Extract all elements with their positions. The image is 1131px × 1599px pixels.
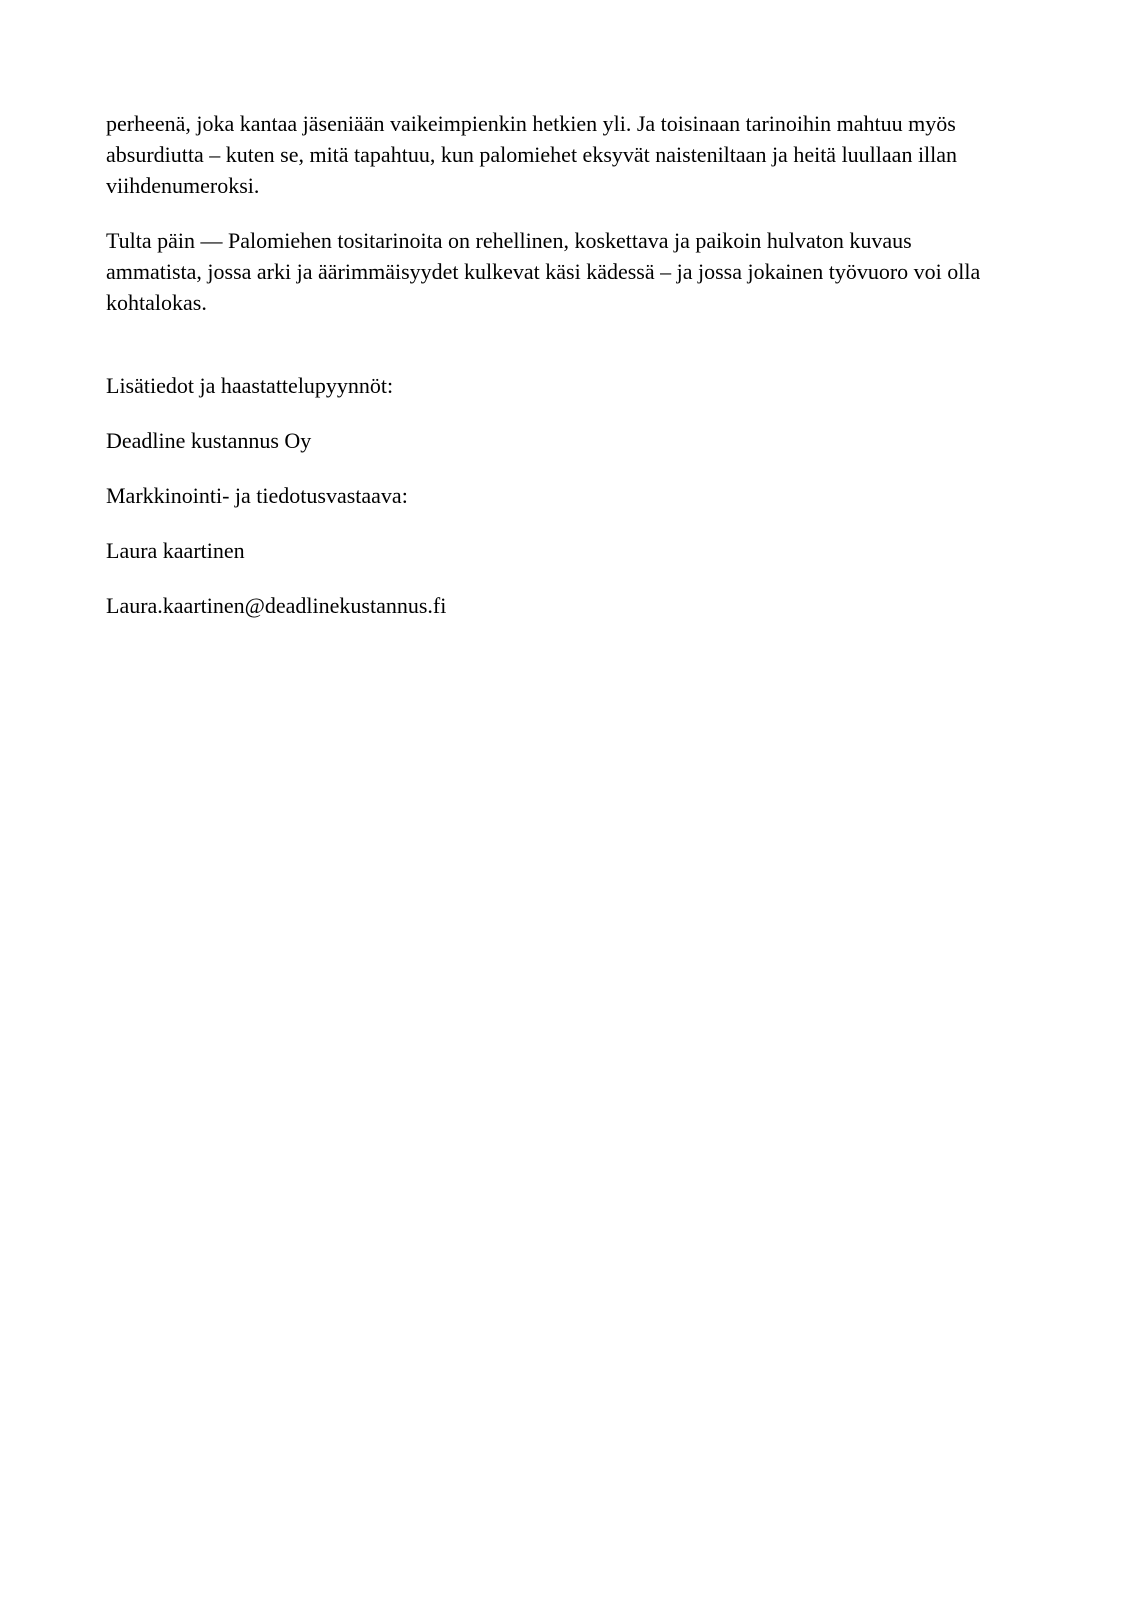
paragraph-book-description: Tulta päin — Palomiehen tositarinoita on rehellinen, koskettava ja paikoin hulvaton kuvaus ammatista, jossa arki ja äärimmäisyydet kulkevat käsi kädessä – ja jossa jokainen työvuoro voi olla kohtalokas.	[106, 228, 981, 315]
paragraph-continuation: perheenä, joka kantaa jäseniään vaikeimpienkin hetkien yli. Ja toisinaan tarinoihin mahtuu myös absurdiutta – kuten se, mitä tapahtuu, kun palomiehet eksyvät naisteniltaan ja heitä luullaan illan viihdenumeroksi.	[106, 111, 958, 198]
contact-info-block	[106, 370, 991, 621]
contact-email: Laura.kaartinen@deadlinekustannus.fi	[106, 593, 447, 618]
contact-heading: Lisätiedot ja haastattelupyynnöt:	[106, 373, 394, 398]
contact-company: Deadline kustannus Oy	[106, 428, 312, 453]
contact-person-name: Laura kaartinen	[106, 538, 245, 563]
press-release-body	[106, 108, 991, 318]
contact-role: Markkinointi- ja tiedotusvastaava:	[106, 483, 408, 508]
